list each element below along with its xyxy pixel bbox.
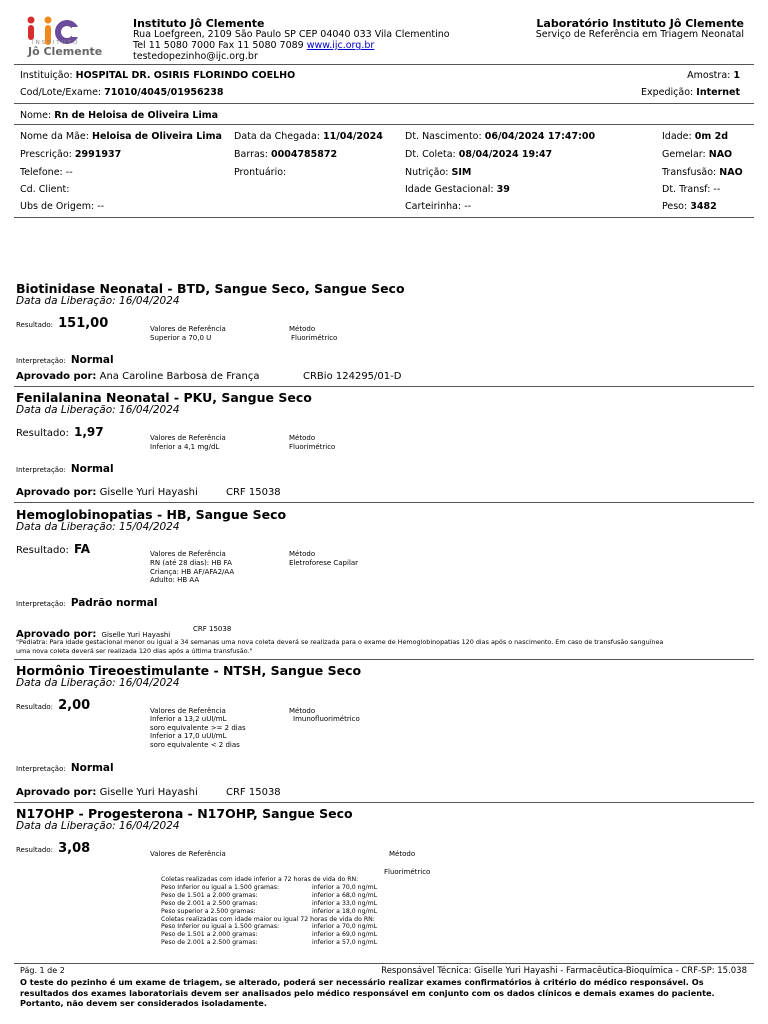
cod-row: [20, 87, 223, 98]
approver-registry: CRF 15038: [226, 787, 281, 798]
exam-title: Biotinidase Neonatal - BTD, Sangue Seco, Sangue Seco: [16, 281, 405, 296]
barcode: Barras: 0004785872: [234, 149, 338, 160]
age: Idade: 0m 2d: [662, 131, 728, 142]
weight: Peso: 3482: [662, 201, 717, 212]
ubs-origin: Ubs de Origem: --: [20, 201, 105, 212]
lab-phone-line: [133, 40, 374, 51]
patient-name-label: Nome:: [20, 110, 52, 121]
approver-registry: CRF 15038: [193, 625, 232, 633]
method-label: Método: [289, 707, 316, 715]
twin: Gemelar: NAO: [662, 149, 733, 160]
patient-name-value: Rn de Heloisa de Oliveira Lima: [54, 110, 219, 121]
logo-institute-text: INSTITUTO: [32, 40, 80, 46]
institution-label: Instituição:: [20, 70, 73, 81]
release-date: Data da Liberação: 16/04/2024: [16, 677, 180, 689]
method-value: Imunofluorimétrico: [293, 715, 360, 723]
divider: [14, 103, 754, 104]
result-row: Resultado: 1,97: [16, 425, 104, 439]
divider: [14, 802, 754, 803]
ref-value: Superior a 70,0 U: [150, 334, 212, 342]
amostra-row: [687, 70, 740, 81]
ref-table-left: Coletas realizadas com idade inferior a 72 horas de vida do RN: Peso Inferior ou igual a 1.500 gramas: Peso de 1.501 a 2.000 gramas: Peso de 2.001 a 2.500 gramas: Peso superior a 2.500 gramas: Coletas realizadas com idade maior ou igual 72 horas de vida do RN: Peso Inferior ou igual a 1.500 gramas: Peso de 1.501 a 2.000 gramas: Peso de 2.001 a 2.500 gramas:: [161, 876, 375, 947]
institution-row: [20, 70, 295, 81]
approved-by: Aprovado por: Giselle Yuri Hayashi: [16, 487, 198, 498]
method-label: Método: [389, 850, 416, 858]
cod-value: 71010/4045/01956238: [104, 87, 224, 98]
prescription: Prescrição: 2991937: [20, 149, 122, 160]
method-label: Método: [289, 434, 316, 442]
result-row: Resultado: 151,00: [16, 316, 109, 331]
ref-label: Valores de Referência: [150, 325, 226, 333]
method-label: Método: [289, 550, 316, 558]
release-date: Data da Liberação: 16/04/2024: [16, 820, 180, 832]
ref-label: Valores de Referência: [150, 707, 226, 715]
approved-by: Aprovado por: Ana Caroline Barbosa de França: [16, 371, 260, 382]
ref-value: Inferior a 13,2 uUI/mL soro equivalente >= 2 dias Inferior a 17,0 uUI/mL soro equivalente < 2 dias: [150, 715, 246, 750]
birth-date: Dt. Nascimento: 06/04/2024 17:47:00: [405, 131, 596, 142]
method-value: Fluorimétrico: [291, 334, 338, 342]
lab-website-link[interactable]: www.ijc.org.br: [306, 40, 375, 51]
approved-by: Aprovado por: Giselle Yuri Hayashi: [16, 629, 171, 640]
result-value: 151,00: [58, 316, 109, 331]
divider: [14, 502, 754, 503]
exam-title: Hormônio Tireoestimulante - NTSH, Sangue Seco: [16, 663, 362, 678]
mother-name: Nome da Mãe: Heloisa de Oliveira Lima: [20, 131, 222, 142]
cod-label: Cod/Lote/Exame:: [20, 87, 102, 98]
result-value: 2,00: [58, 698, 91, 713]
divider: [14, 217, 754, 218]
nutrition: Nutrição: SIM: [405, 167, 472, 178]
result-row: Resultado: FA: [16, 542, 91, 556]
approver-registry: CRBio 124295/01-D: [303, 371, 402, 382]
result-value: 1,97: [73, 425, 104, 439]
ref-label: Valores de Referência: [150, 434, 226, 442]
method-value: Fluorimétrico: [384, 868, 431, 876]
method-value: Eletroforese Capilar: [289, 559, 359, 567]
divider: [14, 659, 754, 660]
result-value: FA: [73, 542, 91, 556]
divider: [14, 124, 754, 125]
responsible-technician: Responsável Técnica: Giselle Yuri Hayashi - Farmacêutica-Bioquímica - CRF-SP: 15.038: [381, 966, 747, 976]
interpretation: Interpretação: Padrão normal: [16, 597, 158, 609]
logo-name-text: Jô Clemente: [28, 45, 103, 58]
pediatric-note: "Pediatra: Para idade gestacional menor ou igual a 34 semanas uma nova coleta deverá se realizada para o exame de Hemoglobinopatias 120 dias após o nascimento. Em caso de transfusão sanguínea uma nova coleta deverá ser realizada 120 dias após a última transfusão.": [16, 638, 664, 655]
expedicao-row: [641, 87, 740, 98]
lab-right-sub: Serviço de Referência em Triagem Neonatal: [535, 29, 744, 40]
ref-value: RN (até 28 dias): HB FA Criança: HB AF/AFA2/AA Adulto: HB AA: [150, 559, 235, 584]
lab-name: Instituto Jô Clemente: [133, 17, 265, 30]
record: Prontuário:: [234, 167, 287, 178]
transfusion-date: Dt. Transf: --: [662, 184, 721, 195]
disclaimer: O teste do pezinho é um exame de triagem, se alterado, poderá ser necessário realizar exames confirmatórios à critério do médico responsável. Os resultados dos exames laboratoriais devem ser analisados pelo médico responsável em conjunto com os dados clínicos e demais exames do paciente. Portanto, não devem ser considerados isoladamente.: [20, 977, 715, 1008]
institution-value: HOSPITAL DR. OSIRIS FLORINDO COELHO: [75, 70, 296, 81]
client-code: Cd. Client:: [20, 184, 70, 195]
expedicao-label: Expedição:: [641, 87, 694, 98]
result-value: 3,08: [58, 841, 91, 856]
interpretation: Interpretação: Normal: [16, 354, 114, 366]
release-date: Data da Liberação: 16/04/2024: [16, 404, 180, 416]
gestational-age: Idade Gestacional: 39: [405, 184, 510, 195]
divider: [14, 386, 754, 387]
phone: Telefone: --: [20, 167, 73, 178]
lab-right-title: Laboratório Instituto Jô Clemente: [536, 17, 744, 30]
ref-label: Valores de Referência: [150, 550, 226, 558]
interpretation: Interpretação: Normal: [16, 463, 114, 475]
method-value: Fluorimétrico: [289, 443, 336, 451]
approver-registry: CRF 15038: [226, 487, 281, 498]
expedicao-value: Internet: [696, 87, 740, 98]
arrival-date: Data da Chegada: 11/04/2024: [234, 131, 383, 142]
ref-value: Inferior a 4,1 mg/dL: [150, 443, 220, 451]
lab-email: testedopezinho@ijc.org.br: [133, 51, 258, 62]
page-number: Pág. 1 de 2: [20, 966, 65, 975]
result-row: Resultado: 3,08: [16, 841, 91, 856]
lab-address: Rua Loefgreen, 2109 São Paulo SP CEP 04040 033 Vila Clementino: [133, 29, 450, 40]
collection-date: Dt. Coleta: 08/04/2024 19:47: [405, 149, 553, 160]
result-row: Resultado: 2,00: [16, 698, 91, 713]
ref-table-right: inferior a 70,0 ng/mL inferior a 68,0 ng/mL inferior a 33,0 ng/mL inferior a 18,0 ng/mL inferior a 70,0 ng/mL inferior a 69,0 ng/mL inferior a 57,0 ng/mL: [312, 883, 378, 947]
amostra-value: 1: [733, 70, 740, 81]
approved-by: Aprovado por: Giselle Yuri Hayashi: [16, 787, 198, 798]
ref-label: Valores de Referência: [150, 850, 226, 858]
transfusion: Transfusão: NAO: [662, 167, 743, 178]
interpretation: Interpretação: Normal: [16, 762, 114, 774]
release-date: Data da Liberação: 15/04/2024: [16, 521, 180, 533]
release-date: Data da Liberação: 16/04/2024: [16, 295, 180, 307]
method-label: Método: [289, 325, 316, 333]
patient-name-row: [20, 110, 218, 121]
amostra-label: Amostra:: [687, 70, 731, 81]
lab-phone: Tel 11 5080 7000 Fax 11 5080 7089: [133, 40, 304, 51]
divider: [14, 64, 754, 65]
exam-title: Hemoglobinopatias - HB, Sangue Seco: [16, 507, 287, 522]
exam-title: Fenilalanina Neonatal - PKU, Sangue Seco: [16, 390, 312, 405]
exam-title: N17OHP - Progesterona - N17OHP, Sangue Seco: [16, 806, 353, 821]
card: Carteirinha: --: [405, 201, 472, 212]
divider: [14, 963, 754, 964]
